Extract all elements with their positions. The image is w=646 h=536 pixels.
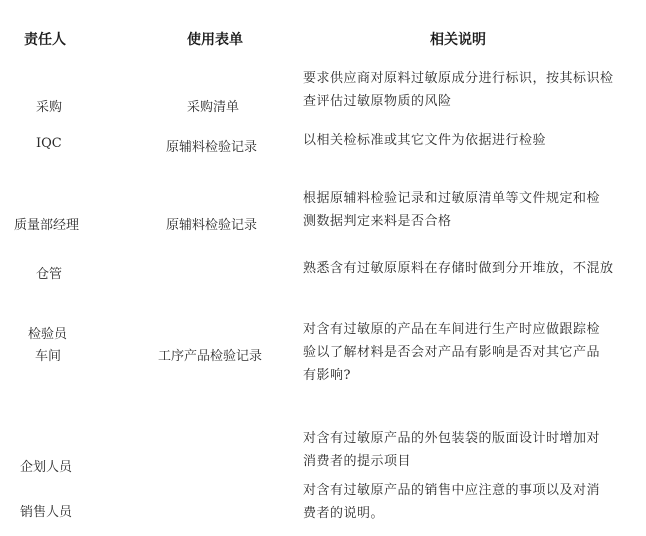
description-line: 测数据判定来料是否合格 [303,214,452,229]
header-description: 相关说明 [430,32,486,48]
description-line: 对含有过敏原的产品在车间进行生产时应做跟踪检 [303,322,601,337]
header-responsible: 责任人 [24,32,66,48]
description-cell [303,257,614,280]
description-line: 根据原辅料检验记录和过敏原清单等文件规定和检 [303,191,601,206]
description-line: 要求供应商对原料过敏原成分进行标识，按其标识检 [303,71,614,86]
responsible-cell: 仓管 [36,267,63,282]
description-line: 验以了解材料是否会对产品有影响是否对其它产品 [303,345,601,360]
description-line: 有影响? [303,368,351,383]
form-cell: 工序产品检验记录 [158,349,263,364]
responsible-cell: 销售人员 [20,505,73,520]
description-line: 熟悉含有过敏原原料在存储时做到分开堆放，不混放 [303,261,614,276]
responsible-cell: 采购 [36,100,63,115]
form-cell: 原辅料检验记录 [166,140,258,155]
description-line: 查评估过敏原物质的风险 [303,94,452,109]
form-cell: 采购清单 [187,100,240,115]
description-cell [303,67,614,113]
description-cell [303,479,600,525]
form-cell: 原辅料检验记录 [166,218,258,233]
description-line: 以相关检标准或其它文件为依据进行检验 [303,133,547,148]
description-cell [303,129,546,152]
responsible-cell: 检验员 [28,327,68,342]
responsible-cell: IQC [36,136,62,151]
description-line: 消费者的提示项目 [303,454,412,469]
responsible-cell: 车间 [35,349,62,364]
header-form: 使用表单 [187,32,243,48]
description-cell [303,187,600,233]
description-line: 费者的说明。 [303,506,385,521]
description-cell [303,318,600,387]
responsible-cell: 企划人员 [20,460,73,475]
description-line: 对含有过敏原产品的外包装袋的版面设计时增加对 [303,431,601,446]
responsible-cell: 质量部经理 [14,218,80,233]
description-line: 对含有过敏原产品的销售中应注意的事项以及对消 [303,483,601,498]
description-cell [303,427,600,473]
